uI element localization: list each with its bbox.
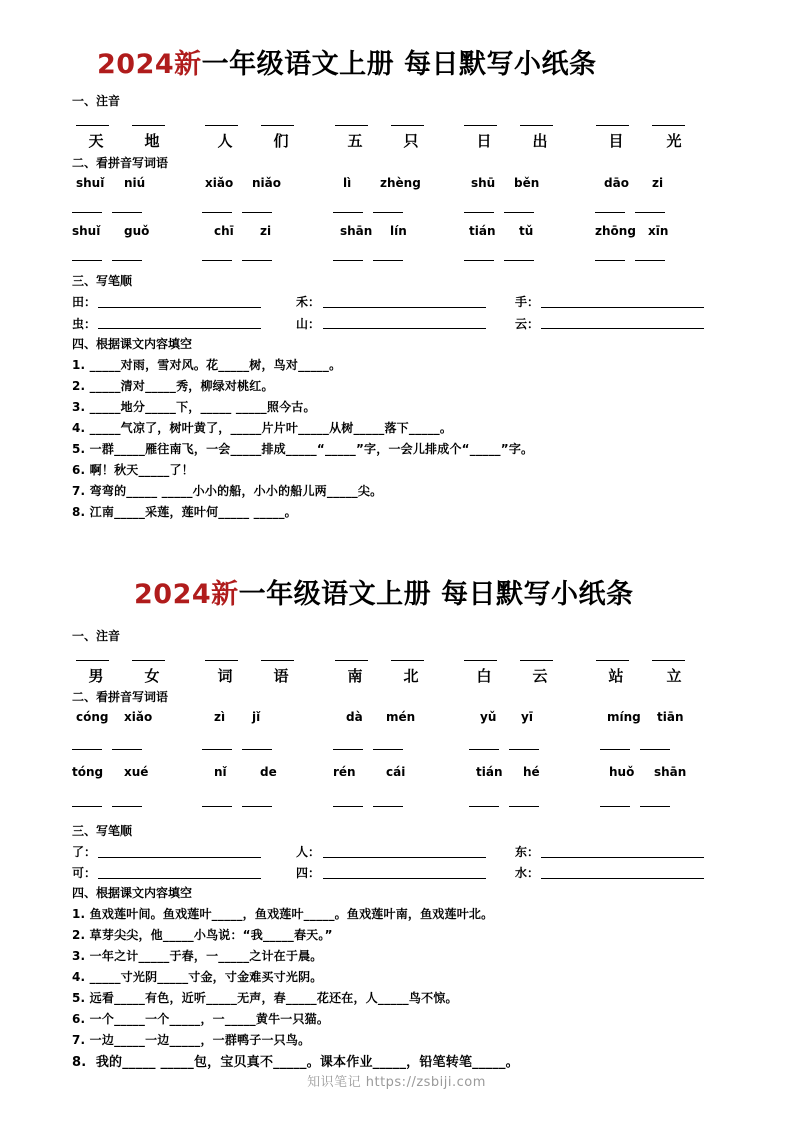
- fill-line: 2. _____清对_____秀，柳绿对桃红。: [72, 379, 274, 393]
- stroke-label: 山：: [296, 317, 321, 331]
- answer-blank-pair[interactable]: [464, 259, 534, 261]
- fill-line: 7. 一边_____一边_____，一群鸭子一只鸟。: [72, 1033, 311, 1047]
- pinyin: yī: [521, 710, 533, 724]
- fill-line: 4. _____气凉了，树叶黄了，_____片片叶_____从树_____落下_____。: [72, 421, 453, 435]
- character: 站: [608, 667, 624, 685]
- stroke-label: 四：: [296, 866, 321, 880]
- pinyin: mén: [386, 710, 416, 724]
- fill-line: 2. 草芽尖尖，他_____小鸟说：“我_____春天。”: [72, 928, 333, 942]
- section-heading: 三、写笔顺: [72, 824, 133, 838]
- pinyin-blank-pair[interactable]: [596, 124, 685, 126]
- stroke-label: 可：: [72, 866, 97, 880]
- section-heading: 一、注音: [72, 94, 121, 108]
- worksheet-title: [97, 42, 597, 81]
- stroke-label: 了：: [72, 845, 97, 859]
- worksheet-title: [134, 572, 634, 611]
- character: 语: [273, 667, 289, 685]
- character: 目: [608, 132, 624, 150]
- pinyin: huǒ: [609, 765, 635, 779]
- pinyin: dà: [346, 710, 363, 724]
- pinyin-blank-pair[interactable]: [76, 659, 165, 661]
- character: 五: [347, 132, 363, 150]
- section-heading: 四、根据课文内容填空: [72, 886, 193, 900]
- character: 词: [217, 667, 233, 685]
- answer-blank-pair[interactable]: [72, 805, 142, 807]
- fill-line: 8. 江南_____采莲，莲叶何_____ _____。: [72, 505, 297, 519]
- answer-blank-pair[interactable]: [333, 805, 403, 807]
- answer-blank-pair[interactable]: [333, 211, 403, 213]
- answer-blank-pair[interactable]: [72, 259, 142, 261]
- pinyin: tóng: [72, 765, 104, 779]
- title-year: 2024新: [134, 579, 239, 610]
- pinyin: dāo: [604, 176, 629, 190]
- pinyin: xiǎo: [124, 710, 153, 724]
- fill-line: 3. _____地分_____下，_____ _____照今古。: [72, 400, 316, 414]
- stroke-answer-line[interactable]: [323, 877, 486, 879]
- answer-blank-pair[interactable]: [202, 211, 272, 213]
- pinyin: shuǐ: [76, 176, 105, 190]
- pinyin: xīn: [648, 224, 669, 238]
- character: 人: [217, 132, 233, 150]
- pinyin: shān: [340, 224, 373, 238]
- section-heading: 二、看拼音写词语: [72, 690, 169, 704]
- pinyin-blank-pair[interactable]: [76, 124, 165, 126]
- pinyin: cái: [386, 765, 406, 779]
- pinyin: tiān: [657, 710, 684, 724]
- pinyin: niú: [124, 176, 146, 190]
- answer-blank-pair[interactable]: [333, 259, 403, 261]
- fill-line: 1. 鱼戏莲叶间。鱼戏莲叶_____，鱼戏莲叶_____。鱼戏莲叶南，鱼戏莲叶北。: [72, 907, 494, 921]
- fill-line: 1. _____对雨，雪对风。花_____树，鸟对_____。: [72, 358, 342, 372]
- fill-line: 3. 一年之计_____于春，一_____之计在于晨。: [72, 949, 323, 963]
- answer-blank-pair[interactable]: [202, 805, 272, 807]
- pinyin: cóng: [76, 710, 109, 724]
- section-heading: 二、看拼音写词语: [72, 156, 169, 170]
- pinyin: shān: [654, 765, 687, 779]
- stroke-answer-line[interactable]: [541, 327, 704, 329]
- stroke-label: 人：: [296, 845, 321, 859]
- character: 云: [532, 667, 548, 685]
- stroke-answer-line[interactable]: [98, 856, 261, 858]
- fill-line: 8. 我的_____ _____包，宝贝真不_____。课本作业_____，铅笔转笔_____。: [72, 1055, 519, 1070]
- pinyin-blank-pair[interactable]: [205, 124, 294, 126]
- title-year: 2024新: [97, 49, 202, 80]
- fill-line: 6. 啊！秋天_____了！: [72, 463, 194, 477]
- pinyin: lín: [390, 224, 407, 238]
- pinyin-blank-pair[interactable]: [596, 659, 685, 661]
- stroke-answer-line[interactable]: [323, 327, 486, 329]
- character: 出: [532, 132, 548, 150]
- pinyin: zì: [214, 710, 226, 724]
- pinyin: nǐ: [214, 765, 227, 779]
- stroke-answer-line[interactable]: [98, 306, 261, 308]
- answer-blank-pair[interactable]: [595, 211, 665, 213]
- character: 地: [144, 132, 160, 150]
- stroke-answer-line[interactable]: [323, 306, 486, 308]
- pinyin: tǔ: [519, 224, 534, 238]
- footer-watermark: 知识笔记 https://zsbiji.com: [307, 1075, 486, 1090]
- answer-blank-pair[interactable]: [202, 259, 272, 261]
- pinyin-blank-pair[interactable]: [335, 124, 424, 126]
- pinyin-blank-pair[interactable]: [464, 124, 553, 126]
- pinyin: shū: [471, 176, 496, 190]
- character: 光: [666, 132, 682, 150]
- character: 立: [666, 667, 682, 685]
- title-text: 一年级语文上册 每日默写小纸条: [201, 49, 597, 80]
- answer-blank-pair[interactable]: [595, 259, 665, 261]
- answer-blank-pair[interactable]: [600, 805, 670, 807]
- stroke-label: 云：: [515, 317, 540, 331]
- stroke-answer-line[interactable]: [98, 327, 261, 329]
- pinyin-blank-pair[interactable]: [205, 659, 294, 661]
- pinyin: tián: [469, 224, 496, 238]
- title-text: 一年级语文上册 每日默写小纸条: [238, 579, 634, 610]
- stroke-label: 虫：: [72, 317, 97, 331]
- answer-blank-pair[interactable]: [72, 748, 142, 750]
- fill-line: 5. 一群_____雁往南飞，一会_____排成_____“_____”字，一会儿排成个“_____”字。: [72, 442, 534, 456]
- answer-blank-pair[interactable]: [464, 211, 534, 213]
- pinyin: zhèng: [380, 176, 421, 190]
- pinyin: rén: [333, 765, 356, 779]
- answer-blank-pair[interactable]: [469, 805, 539, 807]
- answer-blank-pair[interactable]: [202, 748, 272, 750]
- stroke-label: 水：: [515, 866, 540, 880]
- stroke-answer-line[interactable]: [98, 877, 261, 879]
- pinyin: xué: [124, 765, 149, 779]
- stroke-answer-line[interactable]: [541, 306, 704, 308]
- pinyin: míng: [607, 710, 641, 724]
- stroke-label: 禾：: [296, 295, 321, 309]
- pinyin: lì: [343, 176, 352, 190]
- pinyin: hé: [523, 765, 540, 779]
- pinyin: tián: [476, 765, 503, 779]
- character: 们: [273, 132, 289, 150]
- stroke-answer-line[interactable]: [541, 856, 704, 858]
- pinyin: běn: [514, 176, 540, 190]
- character: 天: [88, 132, 104, 150]
- pinyin: niǎo: [252, 176, 281, 190]
- pinyin: jǐ: [252, 710, 261, 724]
- section-heading: 一、注音: [72, 629, 121, 643]
- stroke-label: 手：: [515, 295, 540, 309]
- fill-line: 6. 一个_____一个_____，一_____黄牛一只猫。: [72, 1012, 330, 1026]
- fill-line: 7. 弯弯的_____ _____小小的船，小小的船儿两_____尖。: [72, 484, 383, 498]
- stroke-label: 东：: [515, 845, 540, 859]
- pinyin: zi: [652, 176, 664, 190]
- character: 男: [88, 667, 104, 685]
- pinyin: guǒ: [124, 224, 150, 238]
- answer-blank-pair[interactable]: [72, 211, 142, 213]
- character: 日: [476, 132, 492, 150]
- pinyin: de: [260, 765, 277, 779]
- section-heading: 四、根据课文内容填空: [72, 337, 193, 351]
- stroke-answer-line[interactable]: [541, 877, 704, 879]
- pinyin: xiǎo: [205, 176, 234, 190]
- character: 南: [347, 667, 363, 685]
- pinyin-blank-pair[interactable]: [464, 659, 553, 661]
- stroke-answer-line[interactable]: [323, 856, 486, 858]
- character: 只: [403, 132, 419, 150]
- fill-line: 4. _____寸光阴_____寸金，寸金难买寸光阴。: [72, 970, 323, 984]
- answer-blank-pair[interactable]: [333, 748, 403, 750]
- answer-blank-pair[interactable]: [600, 748, 670, 750]
- fill-line: 5. 远看_____有色，近听_____无声，春_____花还在，人_____鸟不惊。: [72, 991, 458, 1005]
- pinyin: zi: [260, 224, 272, 238]
- stroke-label: 田：: [72, 295, 97, 309]
- pinyin: zhōng: [595, 224, 636, 238]
- answer-blank-pair[interactable]: [469, 748, 539, 750]
- character: 女: [144, 667, 160, 685]
- section-heading: 三、写笔顺: [72, 274, 133, 288]
- pinyin: chī: [214, 224, 234, 238]
- pinyin: shuǐ: [72, 224, 101, 238]
- character: 北: [403, 667, 419, 685]
- pinyin-blank-pair[interactable]: [335, 659, 424, 661]
- pinyin: yǔ: [480, 710, 497, 724]
- character: 白: [476, 667, 492, 685]
